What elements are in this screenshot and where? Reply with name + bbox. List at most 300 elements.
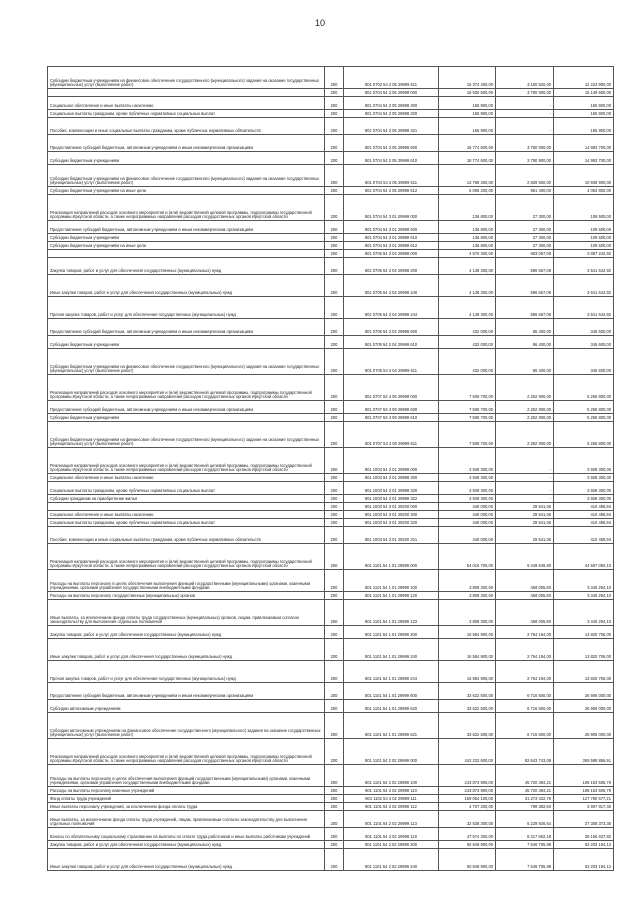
description-cell: Закупка товаров, работ и услуг для обеспечения государственных (муниципальных) нужд [48, 626, 325, 639]
amount-executed-cell: 5 229 926,64 [496, 811, 554, 828]
amount-planned-cell: 243 873 900,00 [439, 765, 496, 787]
amount-executed-cell: 2 252 900,00 [496, 414, 554, 422]
table-row [48, 592, 614, 600]
amount-executed-cell: - [496, 110, 554, 118]
description-cell: Расходы на выплаты персоналу в целях обеспечения выполнения функций государственными (муниципальными) органами, казенными учреждениями, органами управления государственными внебюджетными фондами [48, 765, 325, 787]
description-cell: Реализация направлений расходов основного мероприятия и (или) ведомственной целевой программы, подпрограммы государственной программы Иркутской области, а также непрограммных направлений расходов государственных органов Иркутской области [48, 195, 325, 221]
grbs-code-cell: 200 [325, 527, 344, 544]
grbs-code-cell: 200 [325, 135, 344, 152]
amount-planned-cell: 60 849 900,00 [439, 849, 496, 871]
amount-remaining-cell: 155 900,00 [554, 110, 614, 118]
table-row [48, 519, 614, 527]
amount-remaining-cell: 410 458,94 [554, 511, 614, 519]
amount-executed-cell: 86 400,00 [496, 349, 554, 375]
budget-classification-cell: 801 0707 53 4 09 29999 610 [344, 414, 439, 422]
description-cell: Реализация направлений расходов основного мероприятия и (или) ведомственной целевой программы, подпрограммы государственной программы Иркутской области, а также непрограммных направлений расходов государственных органов Иркутской области [48, 739, 325, 765]
budget-classification-cell: 801 0704 54 3 01 29999 610 [344, 234, 439, 242]
amount-planned-cell: 159 054 100,00 [439, 795, 496, 803]
grbs-code-cell: 200 [325, 600, 344, 626]
amount-remaining-cell: 410 458,94 [554, 519, 614, 527]
table-row [48, 375, 614, 401]
amount-executed-cell: 3 780 900,00 [496, 135, 554, 152]
description-cell: Реализация направлений расходов основного мероприятия и (или) ведомственной целевой программы, подпрограммы государственной программы Иркутской области, а также непрограммных направлений расходов государственных органов Иркутской области [48, 448, 325, 474]
amount-executed-cell: 3 150 520,00 [496, 67, 554, 89]
amount-planned-cell: 18 774 600,00 [439, 152, 496, 165]
description-cell: Субсидии бюджетным учреждениям на финансовое обеспечение государственного (муниципального) задания на оказание государственных (муниципальных) услуг (выполнение работ) [48, 349, 325, 375]
amount-executed-cell: 2 829 500,00 [496, 165, 554, 187]
amount-executed-cell: 683 057,08 [496, 250, 554, 258]
grbs-code-cell: 200 [325, 639, 344, 661]
amount-planned-cell: 3 809 300,00 [439, 570, 496, 592]
description-cell: Социальные выплаты гражданам, кроме публичных нормативных социальных выплат [48, 482, 325, 495]
grbs-code-cell: 200 [325, 234, 344, 242]
amount-remaining-cell: 359 588 856,91 [554, 739, 614, 765]
grbs-code-cell: 200 [325, 187, 344, 195]
description-cell [48, 503, 325, 511]
grbs-code-cell: 200 [325, 297, 344, 319]
amount-planned-cell: 4 138 300,00 [439, 258, 496, 275]
description-cell: Расходы на выплаты персоналу государственных (муниципальных) органов [48, 592, 325, 600]
table-row [48, 448, 614, 474]
amount-planned-cell: 136 800,00 [439, 195, 496, 221]
amount-planned-cell: 54 016 700,00 [439, 544, 496, 570]
amount-planned-cell: 7 509 700,00 [439, 401, 496, 414]
amount-planned-cell: 16 584 900,00 [439, 639, 496, 661]
description-cell: Пособия, компенсации и иные социальные выплаты гражданам, кроме публичных нормативных обязательств [48, 527, 325, 544]
table-row [48, 250, 614, 258]
amount-executed-cell: 27 300,00 [496, 195, 554, 221]
amount-executed-cell: 2 764 194,00 [496, 639, 554, 661]
budget-classification-cell: 801 1101 54 1 01 29999 244 [344, 661, 439, 683]
grbs-code-cell: 200 [325, 570, 344, 592]
budget-classification-cell: 801 1003 54 3 01 29200 321 [344, 527, 439, 544]
grbs-code-cell: 200 [325, 683, 344, 700]
budget-classification-cell: 801 1101 54 2 02 29999 100 [344, 765, 439, 787]
grbs-code-cell: 200 [325, 849, 344, 871]
budget-classification-cell: 801 0705 54 2 04 29999 244 [344, 297, 439, 319]
amount-executed-cell: 6 716 500,00 [496, 713, 554, 739]
amount-executed-cell: 596 657,08 [496, 275, 554, 297]
grbs-code-cell: 200 [325, 700, 344, 713]
budget-classification-cell: 801 0704 54 2 05 29999 600 [344, 135, 439, 152]
table-row [48, 118, 614, 135]
table-row [48, 67, 614, 89]
table-row [48, 319, 614, 336]
amount-planned-cell: 440 000,00 [439, 503, 496, 511]
grbs-code-cell: 200 [325, 67, 344, 89]
amount-executed-cell: 596 657,08 [496, 258, 554, 275]
amount-planned-cell: 7 509 700,00 [439, 414, 496, 422]
description-cell: Пособия, компенсации и иные социальные выплаты гражданам, кроме публичных нормативных обязательств [48, 118, 325, 135]
amount-remaining-cell: 3 340 294,10 [554, 600, 614, 626]
description-cell: Субсидии бюджетным учреждениям [48, 234, 325, 242]
budget-classification-cell: 801 0704 54 2 05 29999 000 [344, 89, 439, 97]
amount-remaining-cell: 109 500,00 [554, 221, 614, 234]
amount-remaining-cell: 109 500,00 [554, 242, 614, 250]
grbs-code-cell: 200 [325, 787, 344, 795]
grbs-code-cell: 200 [325, 422, 344, 448]
description-cell: Субсидии бюджетным учреждениям на финансовое обеспечение государственного (муниципального) задания на оказание государственных (муниципальных) услуг (выполнение работ) [48, 165, 325, 187]
amount-executed-cell: 27 300,00 [496, 234, 554, 242]
amount-planned-cell: 47 574 300,00 [439, 828, 496, 841]
amount-planned-cell: 3 809 300,00 [439, 600, 496, 626]
amount-remaining-cell: 26 906 000,00 [554, 700, 614, 713]
description-cell: Субсидии бюджетным учреждениям на финансовое обеспечение государственного (муниципального) задания на оказание государственных (муниципальных) услуг (выполнение работ) [48, 67, 325, 89]
description-cell: Иные выплаты персоналу учреждений, за исключением фонда оплаты труда [48, 803, 325, 811]
amount-executed-cell: 469 005,80 [496, 592, 554, 600]
budget-classification-cell: 801 0704 54 2 05 29999 611 [344, 165, 439, 187]
amount-remaining-cell: 13 820 706,00 [554, 639, 614, 661]
grbs-code-cell: 200 [325, 250, 344, 258]
budget-classification-cell: 801 1003 54 2 01 29999 322 [344, 495, 439, 503]
description-cell [48, 250, 325, 258]
grbs-code-cell: 200 [325, 811, 344, 828]
table-row [48, 544, 614, 570]
amount-remaining-cell: 127 780 677,21 [554, 795, 614, 803]
amount-remaining-cell: 3 928 300,00 [554, 482, 614, 495]
amount-executed-cell: - [496, 474, 554, 482]
grbs-code-cell: 200 [325, 592, 344, 600]
budget-classification-cell: 801 0705 54 2 04 29999 000 [344, 250, 439, 258]
description-cell: Прочая закупка товаров, работ и услуг для обеспечения государственных (муниципальных) нужд [48, 661, 325, 683]
amount-planned-cell: 4 138 300,00 [439, 275, 496, 297]
grbs-code-cell: 200 [325, 221, 344, 234]
grbs-code-cell: 200 [325, 275, 344, 297]
grbs-code-cell: 200 [325, 336, 344, 349]
page-number: 10 [314, 18, 325, 28]
description-cell: Субсидии бюджетным учреждениям [48, 336, 325, 349]
description-cell: Фонд оплаты труда учреждений [48, 795, 325, 803]
amount-remaining-cell: 39 156 637,82 [554, 828, 614, 841]
budget-classification-cell: 801 0705 54 2 04 29999 600 [344, 319, 439, 336]
budget-classification-cell: 801 1101 54 1 01 29999 620 [344, 700, 439, 713]
description-cell: Предоставление субсидий бюджетным, автономным учреждениям и иным некоммерческим организациям [48, 683, 325, 700]
table-row [48, 482, 614, 495]
table-row [48, 713, 614, 739]
budget-classification-cell: 801 0707 53 4 09 29999 611 [344, 422, 439, 448]
table-row [48, 414, 614, 422]
amount-remaining-cell: 5 256 800,00 [554, 401, 614, 414]
description-cell: Субсидии бюджетным учреждениям на финансовое обеспечение государственного (муниципального) задания на оказание государственных (муниципальных) услуг (выполнение работ) [48, 422, 325, 448]
grbs-code-cell: 200 [325, 258, 344, 275]
amount-remaining-cell: 345 600,00 [554, 349, 614, 375]
amount-remaining-cell: 5 256 800,00 [554, 375, 614, 401]
amount-remaining-cell: 10 939 900,00 [554, 165, 614, 187]
budget-classification-cell: 801 0705 54 2 04 29999 611 [344, 349, 439, 375]
budget-classification-cell: 801 0704 54 3 01 29999 612 [344, 242, 439, 250]
grbs-code-cell: 200 [325, 495, 344, 503]
grbs-code-cell: 200 [325, 828, 344, 841]
description-cell: Субсидии бюджетным учреждениям [48, 152, 325, 165]
grbs-code-cell: 200 [325, 448, 344, 474]
amount-executed-cell: 82 643 743,09 [496, 739, 554, 765]
grbs-code-cell: 200 [325, 152, 344, 165]
grbs-code-cell: 200 [325, 97, 344, 110]
amount-remaining-cell: 109 500,00 [554, 195, 614, 221]
table-row [48, 349, 614, 375]
budget-table [47, 66, 614, 871]
amount-executed-cell: 86 400,00 [496, 319, 554, 336]
amount-executed-cell: 29 541,06 [496, 519, 554, 527]
amount-planned-cell: 4 707 200,00 [439, 803, 496, 811]
grbs-code-cell: 200 [325, 713, 344, 739]
amount-planned-cell: 33 622 500,00 [439, 713, 496, 739]
grbs-code-cell: 200 [325, 118, 344, 135]
amount-executed-cell: 799 382,60 [496, 803, 554, 811]
table-row [48, 527, 614, 544]
amount-planned-cell: 3 928 300,00 [439, 495, 496, 503]
budget-classification-cell: 801 0704 54 2 05 29999 321 [344, 118, 439, 135]
amount-planned-cell: 136 800,00 [439, 242, 496, 250]
amount-planned-cell: 16 584 900,00 [439, 661, 496, 683]
amount-executed-cell: 45 720 394,21 [496, 765, 554, 787]
budget-classification-cell: 801 1003 54 2 01 29999 300 [344, 474, 439, 482]
amount-planned-cell: 432 000,00 [439, 336, 496, 349]
description-cell: Расходы на выплаты персоналу в целях обеспечения выполнения функций государственными (муниципальными) органами, казенными учреждениями, органами управления государственными внебюджетными фондами [48, 570, 325, 592]
budget-classification-cell: 801 1101 54 1 01 29999 200 [344, 626, 439, 639]
table-row [48, 187, 614, 195]
budget-classification-cell: 801 1101 54 1 01 29999 123 [344, 600, 439, 626]
grbs-code-cell: 200 [325, 544, 344, 570]
description-cell: Предоставление субсидий бюджетным, автономным учреждениям и иным некоммерческим организациям [48, 221, 325, 234]
table-row [48, 297, 614, 319]
amount-executed-cell: 2 764 194,00 [496, 661, 554, 683]
table-row [48, 600, 614, 626]
amount-planned-cell: 440 000,00 [439, 527, 496, 544]
description-cell: Социальное обеспечение и иные выплаты населению [48, 97, 325, 110]
description-cell: Социальное обеспечение и иные выплаты населению [48, 474, 325, 482]
amount-remaining-cell: 410 458,94 [554, 503, 614, 511]
amount-planned-cell: 5 005 200,00 [439, 187, 496, 195]
grbs-code-cell: 200 [325, 519, 344, 527]
amount-planned-cell: 432 000,00 [439, 319, 496, 336]
table-row [48, 765, 614, 787]
table-row [48, 242, 614, 250]
table-row [48, 639, 614, 661]
amount-planned-cell: 13 769 400,00 [439, 165, 496, 187]
grbs-code-cell: 200 [325, 511, 344, 519]
description-cell: Расходы на выплаты персоналу казенных учреждений [48, 787, 325, 795]
amount-planned-cell: 7 509 700,00 [439, 375, 496, 401]
amount-remaining-cell: 3 907 817,40 [554, 803, 614, 811]
budget-classification-cell: 801 1101 54 1 01 29999 000 [344, 544, 439, 570]
budget-classification-cell: 801 0704 54 3 01 29999 600 [344, 221, 439, 234]
table-row [48, 661, 614, 683]
table-row [48, 89, 614, 97]
description-cell: Иные закупки товаров, работ и услуг для обеспечения государственных (муниципальных) нужд [48, 275, 325, 297]
amount-remaining-cell: 3 340 294,10 [554, 570, 614, 592]
grbs-code-cell: 200 [325, 375, 344, 401]
description-cell: Предоставление субсидий бюджетным, автономным учреждениям и иным некоммерческим организациям [48, 401, 325, 414]
amount-executed-cell: 31 273 422,79 [496, 795, 554, 803]
amount-executed-cell: - [496, 448, 554, 474]
budget-classification-cell: 801 0704 54 2 05 29999 320 [344, 110, 439, 118]
description-cell: Прочая закупка товаров, работ и услуг для обеспечения государственных (муниципальных) нужд [48, 297, 325, 319]
description-cell: Предоставление субсидий бюджетным, автономным учреждениям и иным некоммерческим организациям [48, 135, 325, 152]
table-row [48, 841, 614, 849]
amount-remaining-cell: 15 149 600,00 [554, 89, 614, 97]
amount-executed-cell: 3 780 900,00 [496, 89, 554, 97]
amount-remaining-cell: 198 153 505,79 [554, 765, 614, 787]
table-row [48, 258, 614, 275]
amount-remaining-cell: 3 541 642,92 [554, 297, 614, 319]
amount-executed-cell: 2 764 194,00 [496, 626, 554, 639]
amount-executed-cell: 29 541,06 [496, 503, 554, 511]
amount-executed-cell: 29 541,06 [496, 511, 554, 519]
budget-classification-cell: 801 1101 54 1 01 29999 621 [344, 713, 439, 739]
table-row [48, 336, 614, 349]
amount-remaining-cell: 155 900,00 [554, 97, 614, 110]
amount-planned-cell: 4 570 300,00 [439, 250, 496, 258]
budget-classification-cell: 801 0704 54 2 05 29999 610 [344, 152, 439, 165]
grbs-code-cell: 200 [325, 739, 344, 765]
budget-classification-cell: 801 0704 54 2 05 29999 612 [344, 187, 439, 195]
budget-classification-cell: 801 1101 54 1 01 29999 100 [344, 570, 439, 592]
description-cell: Иные закупки товаров, работ и услуг для обеспечения государственных (муниципальных) нужд [48, 639, 325, 661]
grbs-code-cell: 200 [325, 242, 344, 250]
amount-remaining-cell: 14 993 700,00 [554, 152, 614, 165]
description-cell: Закупка товаров, работ и услуг для обеспечения государственных (муниципальных) нужд [48, 258, 325, 275]
table-row [48, 474, 614, 482]
description-cell: Иные выплаты, за исключением фонда оплаты труда учреждений, лицам, привлекаемым согласно законодательству для выполнения отдельных полномочий [48, 811, 325, 828]
amount-planned-cell: 243 873 900,00 [439, 787, 496, 795]
description-cell: Предоставление субсидий бюджетным, автономным учреждениям и иным некоммерческим организациям [48, 319, 325, 336]
amount-remaining-cell: 3 928 300,00 [554, 448, 614, 474]
table-row [48, 626, 614, 639]
amount-executed-cell: 27 300,00 [496, 242, 554, 250]
table-row [48, 152, 614, 165]
budget-classification-cell: 801 0705 54 2 04 29999 200 [344, 258, 439, 275]
amount-remaining-cell: 5 256 800,00 [554, 422, 614, 448]
grbs-code-cell: 200 [325, 626, 344, 639]
grbs-code-cell: 200 [325, 165, 344, 187]
amount-planned-cell: 7 509 700,00 [439, 422, 496, 448]
table-row [48, 849, 614, 871]
amount-remaining-cell: 44 567 050,10 [554, 544, 614, 570]
amount-remaining-cell: 410 458,94 [554, 527, 614, 544]
table-row [48, 165, 614, 187]
grbs-code-cell: 200 [325, 503, 344, 511]
amount-remaining-cell: 4 053 800,00 [554, 187, 614, 195]
grbs-code-cell: 200 [325, 661, 344, 683]
amount-remaining-cell: 3 928 300,00 [554, 495, 614, 503]
grbs-code-cell: 200 [325, 414, 344, 422]
grbs-code-cell: 200 [325, 401, 344, 414]
table-row [48, 275, 614, 297]
amount-executed-cell: 951 400,00 [496, 187, 554, 195]
amount-planned-cell: 155 900,00 [439, 110, 496, 118]
table-row [48, 195, 614, 221]
amount-remaining-cell: 5 256 800,00 [554, 414, 614, 422]
budget-classification-cell: 801 1003 54 3 01 29200 300 [344, 511, 439, 519]
table-row [48, 828, 614, 841]
amount-remaining-cell: 26 906 000,00 [554, 683, 614, 700]
budget-classification-cell: 801 0702 54 2 05 29999 611 [344, 67, 439, 89]
amount-executed-cell: - [496, 97, 554, 110]
table-row [48, 700, 614, 713]
description-cell: Социальное обеспечение и иные выплаты населению [48, 511, 325, 519]
grbs-code-cell: 200 [325, 474, 344, 482]
amount-remaining-cell: 53 203 194,12 [554, 849, 614, 871]
budget-classification-cell: 801 0707 53 4 09 29999 600 [344, 401, 439, 414]
budget-classification-cell: 801 1101 54 2 02 29999 110 [344, 787, 439, 795]
amount-executed-cell: - [496, 495, 554, 503]
budget-classification-cell: 801 1101 54 2 02 29999 112 [344, 803, 439, 811]
amount-planned-cell: 136 800,00 [439, 234, 496, 242]
budget-classification-cell: 801 1003 54 3 01 29200 000 [344, 503, 439, 511]
amount-planned-cell: 32 538 300,00 [439, 811, 496, 828]
table-row [48, 787, 614, 795]
table-row [48, 422, 614, 448]
amount-executed-cell: 8 417 662,18 [496, 828, 554, 841]
grbs-code-cell: 200 [325, 841, 344, 849]
amount-remaining-cell: 3 928 300,00 [554, 474, 614, 482]
amount-executed-cell: 469 005,80 [496, 600, 554, 626]
budget-classification-cell: 801 1101 54 1 01 29999 120 [344, 592, 439, 600]
table-row [48, 511, 614, 519]
amount-planned-cell: 3 928 300,00 [439, 482, 496, 495]
budget-classification-cell: 801 0705 54 2 04 29999 610 [344, 336, 439, 349]
table-row [48, 221, 614, 234]
amount-planned-cell: 440 000,00 [439, 511, 496, 519]
amount-executed-cell: - [496, 482, 554, 495]
amount-executed-cell: 2 252 900,00 [496, 375, 554, 401]
amount-remaining-cell: 109 500,00 [554, 234, 614, 242]
table-row [48, 795, 614, 803]
amount-executed-cell: 469 005,80 [496, 570, 554, 592]
amount-planned-cell: 442 232 600,00 [439, 739, 496, 765]
amount-remaining-cell: 3 340 294,10 [554, 592, 614, 600]
table-row [48, 683, 614, 700]
amount-remaining-cell: 345 600,00 [554, 336, 614, 349]
amount-executed-cell: - [496, 118, 554, 135]
amount-planned-cell: 18 930 500,00 [439, 89, 496, 97]
amount-planned-cell: 33 622 500,00 [439, 683, 496, 700]
table-row [48, 495, 614, 503]
description-cell: Реализация направлений расходов основного мероприятия и (или) ведомственной целевой программы, подпрограммы государственной программы Иркутской области, а также непрограммных направлений расходов государственных органов Иркутской области [48, 375, 325, 401]
description-cell: Субсидии бюджетным учреждениям [48, 414, 325, 422]
table-row [48, 110, 614, 118]
budget-classification-cell: 801 1003 54 2 01 29999 320 [344, 482, 439, 495]
amount-remaining-cell: 155 900,00 [554, 118, 614, 135]
amount-remaining-cell: 13 820 706,00 [554, 626, 614, 639]
description-cell: Социальные выплаты гражданам, кроме публичных нормативных социальных выплат [48, 519, 325, 527]
budget-classification-cell: 801 1101 54 1 01 29999 240 [344, 639, 439, 661]
description-cell: Субсидии гражданам на приобретение жилья [48, 495, 325, 503]
grbs-code-cell: 200 [325, 89, 344, 97]
description-cell: Социальные выплаты гражданам, кроме публичных нормативных социальных выплат [48, 110, 325, 118]
amount-planned-cell: 155 900,00 [439, 97, 496, 110]
budget-classification-cell: 801 1003 54 2 01 29999 000 [344, 448, 439, 474]
budget-classification-cell: 801 1101 54 2 02 29999 240 [344, 849, 439, 871]
amount-remaining-cell: 14 993 700,00 [554, 135, 614, 152]
amount-remaining-cell: 198 153 505,79 [554, 787, 614, 795]
table-row [48, 503, 614, 511]
grbs-code-cell: 200 [325, 349, 344, 375]
table-row [48, 97, 614, 110]
budget-classification-cell: 801 1101 54 2 02 29999 111 [344, 795, 439, 803]
amount-remaining-cell: 26 906 000,00 [554, 713, 614, 739]
table-row [48, 135, 614, 152]
budget-classification-cell: 801 1101 54 2 02 29999 200 [344, 841, 439, 849]
budget-classification-cell: 801 0705 54 2 04 29999 240 [344, 275, 439, 297]
budget-classification-cell: 801 0704 54 3 01 29999 000 [344, 195, 439, 221]
amount-executed-cell: 29 541,06 [496, 527, 554, 544]
amount-planned-cell: 33 622 500,00 [439, 700, 496, 713]
description-cell: Иные выплаты, за исключением фонда оплаты труда государственных (муниципальных) органов, лицам, привлекаемым согласно законодательству для выполнения отдельных полномочий [48, 600, 325, 626]
budget-classification-cell: 801 1101 54 2 02 29999 113 [344, 811, 439, 828]
budget-classification-cell: 801 1101 54 2 02 29999 119 [344, 828, 439, 841]
